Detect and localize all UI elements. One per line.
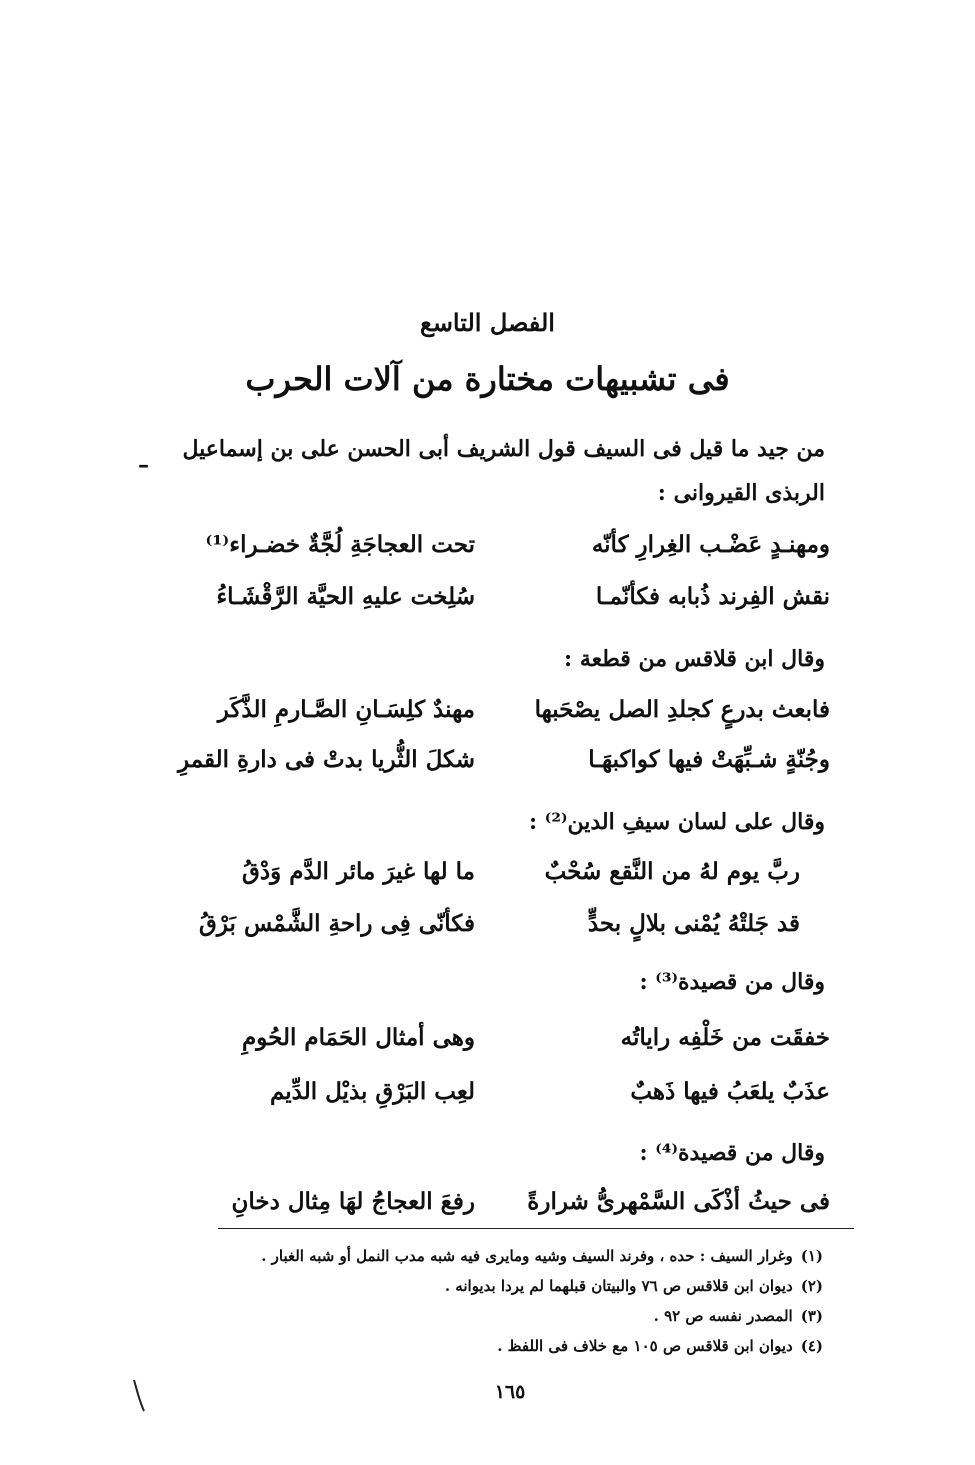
verse-line	[150, 531, 830, 571]
footnote-text: وغرار السيف : حده ، وفرند السيف وشيه ومايرى فيه شبه مدب النمل أو شبه الغبار .	[261, 1247, 793, 1265]
verse-hemistich-first: ربَّ يوم لهُ من النَّقع سُحْبٌ	[544, 858, 800, 885]
chapter-heading: الفصل التاسع	[420, 308, 555, 337]
verse-line	[150, 1024, 830, 1064]
intro-line-1: من جيد ما قيل فى السيف قول الشريف أبى الحسن على بن إسماعيل	[182, 436, 825, 462]
verse-hemistich-second: ما لها غيرَ مائر الدَّم وَدْقُ	[242, 858, 475, 885]
footnote	[183, 1247, 823, 1265]
footnote-number: (٤)	[800, 1337, 823, 1355]
page-number: ١٦٥	[494, 1381, 526, 1403]
verse-hemistich-first: خفقَت من خَلْفِه راياتُه	[620, 1024, 830, 1051]
footnote	[183, 1337, 823, 1355]
verse-hemistich-first: وجُنّةٍ شـبِّهَتْ فيها كواكبهَـا	[588, 746, 830, 773]
verse-hemistich-first: فابعث بدرعٍ كجلدِ الصل يصْحَبها	[534, 696, 830, 723]
verse-line	[150, 583, 830, 623]
footnote-number: (٣)	[800, 1307, 823, 1325]
verse-hemistich-second: تحت العجاجَةِ لُجَّةٌ خضـراء⁽¹⁾	[205, 531, 475, 558]
verse-intro: وقال ابن قلاقس من قطعة :	[564, 646, 825, 672]
verse-hemistich-second: وهى أمثال الحَمَام الحُومِ	[242, 1024, 475, 1051]
footnote-number: (١)	[800, 1247, 823, 1265]
scan-mark-icon	[132, 1378, 146, 1414]
verse-intro: وقال من قصيدة⁽⁴⁾ :	[639, 1140, 825, 1166]
verse-hemistich-second: سُلِخت عليهِ الحيَّة الرَّقْشَـاءُ	[216, 583, 475, 610]
footnote-text: ديوان ابن قلاقس ص ٧٦ والبيتان قبلهما لم يردا بديوانه .	[444, 1277, 793, 1295]
footnote	[183, 1307, 823, 1325]
footnote-text: ديوان ابن قلاقس ص ١٠٥ مع خلاف فى اللفظ .	[497, 1337, 793, 1355]
footnote	[183, 1277, 823, 1295]
verse-intro: وقال على لسان سيفِ الدين⁽²⁾ :	[528, 809, 825, 835]
verse-hemistich-second: مهندٌ كلِسَـانِ الصَّـارمِ الذَّكَر	[217, 696, 475, 723]
footnote-number: (٢)	[800, 1277, 823, 1295]
verse-hemistich-first: قد جَلتْهُ يُمْنى بلالٍ بحدٍّ	[587, 910, 800, 937]
verse-hemistich-second: لعِب البَرْقِ بذيْل الدِّيم	[269, 1078, 475, 1105]
footnote-text: المصدر نفسه ص ٩٢ .	[653, 1307, 793, 1325]
verse-intro: وقال من قصيدة⁽³⁾ :	[639, 969, 825, 995]
verse-line	[150, 910, 830, 950]
verse-hemistich-second: رفعَ العجاجُ لهَا مِثال دخانِ	[231, 1188, 475, 1215]
verse-line	[150, 746, 830, 786]
chapter-title: فى تشبيهات مختارة من آلات الحرب	[245, 360, 730, 398]
verse-hemistich-first: عذَبٌ يلعَبُ فيها ذَهبٌ	[630, 1078, 830, 1105]
hyphen-mark: –	[138, 452, 149, 478]
verse-line	[150, 858, 830, 898]
verse-hemistich-first: ومهنـدٍ عَضْـب الغِرارِ كأنّه	[591, 531, 830, 558]
verse-hemistich-second: فكأنّى فِى راحةِ الشَّمْس بَرْقُ	[199, 910, 475, 937]
footnote-divider	[218, 1228, 854, 1229]
verse-hemistich-first: نقش الفِرند ذُبابه فكأنّمـا	[595, 583, 830, 610]
verse-line	[150, 696, 830, 736]
verse-hemistich-first: فى حيثُ أذْكَى السَّمْهرىُّ شرارةً	[527, 1188, 830, 1215]
intro-line-2: الربذى القيروانى :	[657, 480, 825, 506]
verse-line	[150, 1078, 830, 1118]
verse-line	[150, 1188, 830, 1228]
verse-hemistich-second: شكلَ الثُّريا بدتْ فى دارةِ القمرِ	[178, 746, 475, 773]
